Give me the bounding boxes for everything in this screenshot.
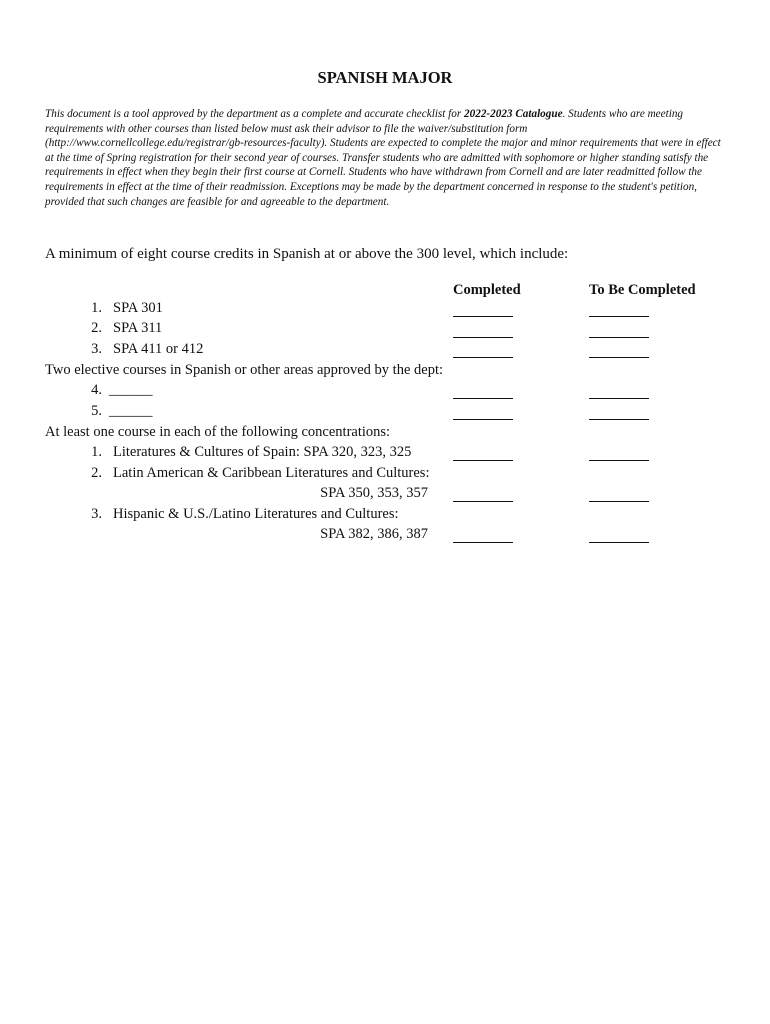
to-be-completed-blank[interactable] bbox=[589, 542, 649, 543]
completed-blank[interactable] bbox=[453, 542, 513, 543]
electives-heading: Two elective courses in Spanish or other areas approved by the dept: bbox=[45, 362, 444, 378]
concentration-label: Latin American & Caribbean Literatures and Cultures: bbox=[113, 465, 430, 481]
concentration-number: 3. bbox=[91, 506, 102, 522]
to-be-completed-blank[interactable] bbox=[589, 419, 649, 420]
to-be-completed-blank[interactable] bbox=[589, 501, 649, 502]
elective-number: 5. bbox=[91, 403, 102, 419]
to-be-completed-column-header: To Be Completed bbox=[589, 282, 696, 298]
concentration-courses: SPA 350, 353, 357 bbox=[320, 485, 428, 501]
core-course-number: 1. bbox=[91, 300, 102, 316]
core-course-label: SPA 311 bbox=[113, 320, 163, 336]
core-course-label: SPA 301 bbox=[113, 300, 163, 316]
concentration-label: Hispanic & U.S./Latino Literatures and Cultures: bbox=[113, 506, 399, 522]
to-be-completed-blank[interactable] bbox=[589, 316, 649, 317]
completed-blank[interactable] bbox=[453, 460, 513, 461]
to-be-completed-blank[interactable] bbox=[589, 398, 649, 399]
completed-column-header: Completed bbox=[453, 282, 521, 298]
elective-number: 4. bbox=[91, 382, 102, 398]
completed-blank[interactable] bbox=[453, 316, 513, 317]
page-title: SPANISH MAJOR bbox=[317, 68, 453, 87]
elective-blank-label[interactable]: ______ bbox=[109, 382, 153, 398]
completed-blank[interactable] bbox=[453, 337, 513, 338]
intro-paragraph bbox=[45, 107, 725, 209]
concentration-number: 2. bbox=[91, 465, 102, 481]
completed-blank[interactable] bbox=[453, 357, 513, 358]
completed-blank[interactable] bbox=[453, 398, 513, 399]
concentration-number: 1. bbox=[91, 444, 102, 460]
to-be-completed-blank[interactable] bbox=[589, 357, 649, 358]
concentration-courses: SPA 382, 386, 387 bbox=[320, 526, 428, 542]
elective-blank-label[interactable]: ______ bbox=[109, 403, 153, 419]
completed-blank[interactable] bbox=[453, 501, 513, 502]
completed-blank[interactable] bbox=[453, 419, 513, 420]
intro-text-after: . Students who are meeting requirements with other courses than listed below must ask their advisor to file the waiver/substitution form (http://www.cornellcollege.edu/registrar/gb-resources-faculty). Students are expected to complete the major and minor requirements that were in effect at the time of Spring registration for their second year of courses. Transfer students who are admitted with sophomore or higher standing satisfy the requirements in effect when they begin their first course at Cornell. Students who have withdrawn from Cornell and are later readmitted follow the requirements in effect at the time of their readmission. Exceptions may be made by the department concerned in response to the student's petition, provided that such changes are feasible for and agreeable to the department. bbox=[45, 108, 721, 208]
concentration-label: Literatures & Cultures of Spain: SPA 320, 323, 325 bbox=[113, 444, 412, 460]
requirements-lead: A minimum of eight course credits in Spanish at or above the 300 level, which include: bbox=[45, 246, 569, 262]
core-course-number: 3. bbox=[91, 341, 102, 357]
concentrations-heading: At least one course in each of the following concentrations: bbox=[45, 424, 391, 440]
to-be-completed-blank[interactable] bbox=[589, 337, 649, 338]
intro-text-before: This document is a tool approved by the department as a complete and accurate checklist for bbox=[45, 108, 465, 120]
to-be-completed-blank[interactable] bbox=[589, 460, 649, 461]
core-course-number: 2. bbox=[91, 320, 102, 336]
core-course-label: SPA 411 or 412 bbox=[113, 341, 204, 357]
catalogue-year: 2022-2023 Catalogue bbox=[464, 108, 563, 120]
